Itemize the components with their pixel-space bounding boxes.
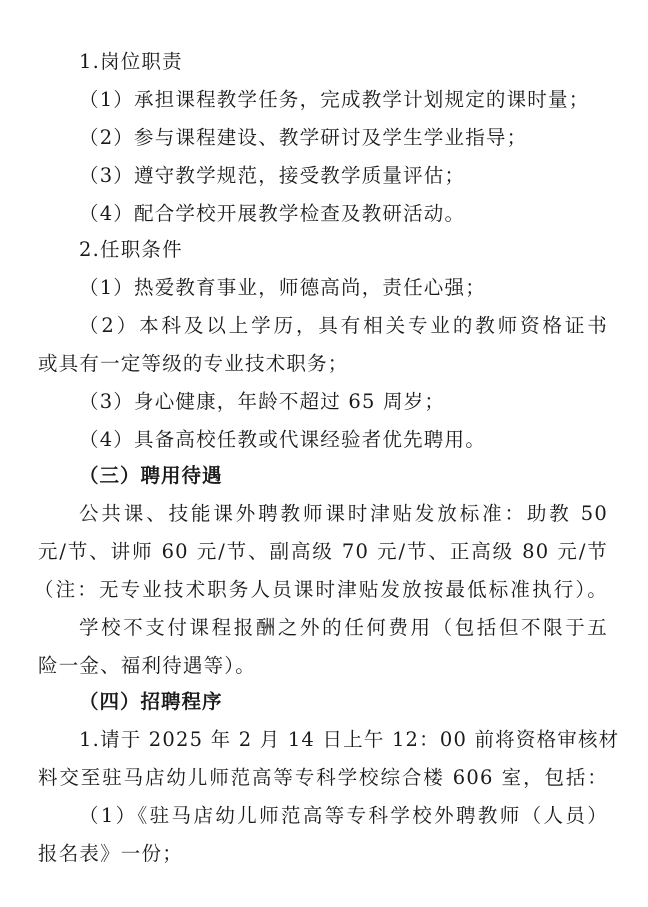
- section-title-job-duties: 1.岗位职责: [79, 50, 183, 73]
- duty-item-3: （3）遵守教学规范，接受教学质量评估；: [79, 164, 466, 187]
- duty-item-1: （1）承担课程教学任务，完成教学计划规定的课时量；: [79, 88, 590, 111]
- qualification-item-2-line-2: 或具有一定等级的专业技术职务；: [38, 352, 349, 375]
- no-extra-fee-paragraph-line-2: 险一金、福利待遇等）。: [38, 654, 256, 677]
- qualification-item-2-line-1: （2）本科及以上学历，具有相关专业的教师资格证书: [79, 314, 608, 337]
- procedure-step-1-line-2: 料交至驻马店幼儿师范高等专科学校综合楼 606 室，包括：: [38, 766, 608, 789]
- compensation-paragraph-line-2: 元/节、讲师 60 元/节、副高级 70 元/节、正高级 80 元/节: [38, 540, 608, 563]
- section-heading-recruitment-procedure: （四）招聘程序: [79, 690, 223, 713]
- qualification-item-3: （3）身心健康，年龄不超过 65 周岁；: [79, 390, 446, 413]
- compensation-paragraph-line-1: 公共课、技能课外聘教师课时津贴发放标准：助教 50: [79, 502, 608, 525]
- section-heading-compensation: （三）聘用待遇: [79, 464, 223, 487]
- procedure-step-1-line-1: 1.请于 2025 年 2 月 14 日上午 12：00 前将资格审核材: [79, 728, 620, 751]
- qualification-item-4: （4）具备高校任教或代课经验者优先聘用。: [79, 428, 486, 451]
- procedure-material-1-line-2: 报名表》一份；: [38, 842, 183, 865]
- procedure-material-1-line-1: （1）《驻马店幼儿师范高等专科学校外聘教师（人员）: [79, 804, 608, 827]
- qualification-item-1: （1）热爱教育事业，师德高尚，责任心强；: [79, 276, 486, 299]
- duty-item-2: （2）参与课程建设、教学研讨及学生学业指导；: [79, 126, 528, 149]
- section-title-qualifications: 2.任职条件: [79, 238, 183, 261]
- no-extra-fee-paragraph-line-1: 学校不支付课程报酬之外的任何费用（包括但不限于五: [79, 616, 608, 639]
- duty-item-4: （4）配合学校开展教学检查及教研活动。: [79, 202, 466, 225]
- compensation-paragraph-line-3: （注：无专业技术职务人员课时津贴发放按最低标准执行）。: [34, 578, 608, 601]
